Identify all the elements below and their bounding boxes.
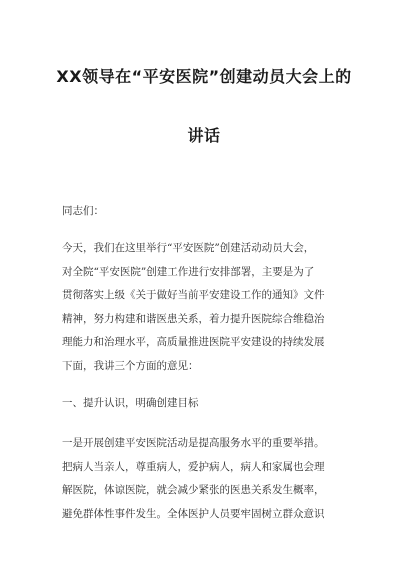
document-title-line-1: XX领导在“平安医院”创建动员大会上的 [56, 67, 352, 86]
paragraph-line: 今天，我们在这里举行“平安医院”创建活动动员大会， [62, 242, 315, 254]
paragraph-line: 把病人当亲人，尊重病人，爱护病人，病人和家属也会理 [62, 460, 325, 473]
section-heading-1: 一、提升认识，明确创建目标 [62, 397, 199, 409]
paragraph-line: 对全院“平安医院”创建工作进行安排部署，主要是为了 [62, 265, 315, 278]
paragraph-line: 一是开展创建平安医院活动是提高服务水平的重要举措。 [62, 437, 325, 449]
greeting: 同志们： [62, 205, 104, 217]
paragraph-line: 下面，我讲三个方面的意见： [62, 359, 199, 372]
paragraph-2 [62, 432, 346, 526]
paragraph-1 [62, 237, 346, 378]
document-title-line-2: 讲话 [187, 126, 221, 145]
paragraph-line: 解医院，体谅医院，就会减少紧张的医患关系发生概率， [62, 484, 325, 496]
paragraph-line: 精神，努力构建和谐医患关系，着力提升医院综合维稳治 [62, 312, 325, 325]
paragraph-line: 贯彻落实上级《关于做好当前平安建设工作的通知》文件 [62, 289, 325, 301]
paragraph-line: 理能力和治理水平，高质量推进医院平安建设的持续发展 [62, 336, 325, 348]
paragraph-line: 避免群体性事件发生。全体医护人员要牢固树立群众意识 [62, 507, 325, 520]
